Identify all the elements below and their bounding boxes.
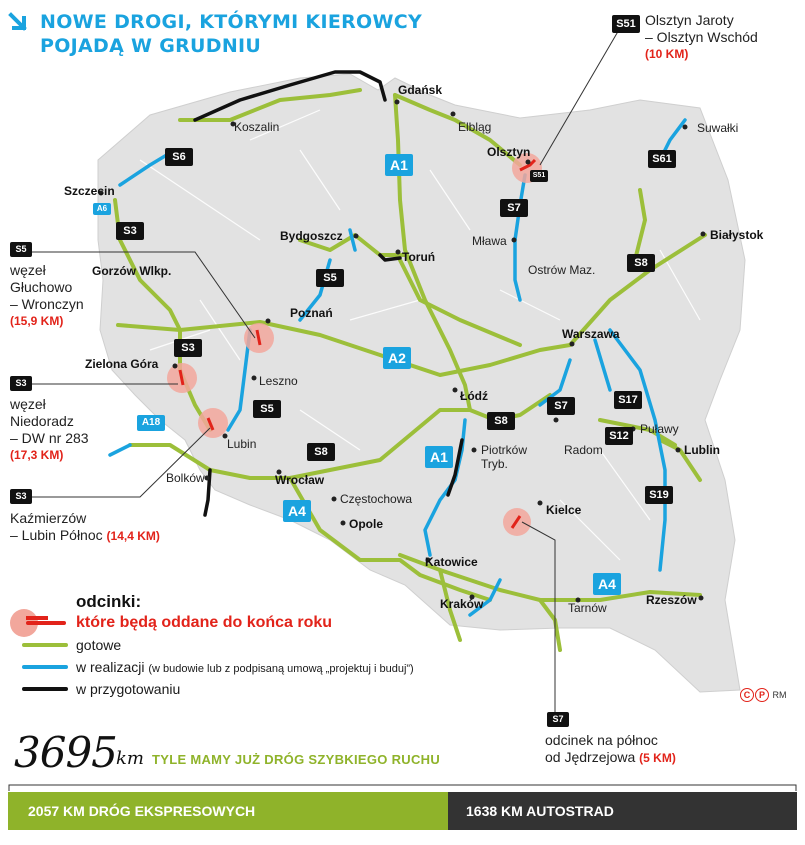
legend-row-in-progress	[8, 656, 508, 678]
callout-s3b-badge: S3	[10, 489, 32, 504]
road-badge-s7-south: S7	[547, 397, 575, 415]
city-pulawy: Puławy	[640, 422, 679, 436]
city-radom: Radom	[564, 443, 603, 457]
callout-s5-line2: Głuchowo	[10, 279, 73, 295]
road-badge-s7-north: S7	[500, 199, 528, 217]
city-bydgoszcz: Bydgoszcz	[280, 229, 343, 243]
legend-line-opening	[26, 621, 66, 625]
road-badge-a1-north: A1	[385, 154, 413, 176]
road-badge-a18: A18	[137, 415, 165, 431]
city-zielona-gora: Zielona Góra	[85, 357, 159, 371]
city-lodz: Łódź	[460, 389, 488, 403]
city-bialystok: Białystok	[710, 228, 764, 242]
road-badge-s17: S17	[614, 391, 642, 409]
title-line-1: NOWE DROGI, KTÓRYMI KIEROWCY	[40, 11, 423, 33]
city-torun: Toruń	[402, 250, 436, 264]
road-badge-s51-small: S51	[530, 170, 548, 182]
legend-title: odcinki:	[76, 592, 142, 611]
legend-planned-text: w przygotowaniu	[76, 681, 181, 697]
road-badge-s61: S61	[648, 150, 676, 168]
road-badge-s8-wroclaw: S8	[307, 443, 335, 461]
road-badge-a1-south: A1	[425, 446, 453, 468]
city-warszawa: Warszawa	[562, 327, 620, 341]
city-mlawa: Mława	[472, 234, 507, 248]
city-ostrow: Ostrów Maz.	[528, 263, 596, 277]
callout-s7-line2: od Jędrzejowa	[545, 749, 636, 765]
city-szczecin: Szczecin	[64, 184, 115, 198]
city-tarnow: Tarnów	[568, 601, 607, 615]
callout-s51-line1: Olsztyn Jaroty	[645, 12, 734, 28]
road-badge-s19: S19	[645, 486, 673, 504]
legend-line-planned	[22, 687, 68, 691]
total-caption: TYLE MAMY JUŻ DRÓG SZYBKIEGO RUCHU	[152, 752, 441, 767]
city-gorzow: Gorzów Wlkp.	[92, 264, 172, 278]
city-opole: Opole	[349, 517, 384, 531]
callout-s3b-km: (14,4 KM)	[106, 529, 160, 543]
city-kielce: Kielce	[546, 503, 582, 517]
city-gdansk: Gdańsk	[398, 83, 443, 97]
city-katowice: Katowice	[425, 555, 478, 569]
callout-s3a-badge: S3	[10, 376, 32, 391]
city-elblag: Elbląg	[458, 120, 492, 134]
callout-s5-badge: S5	[10, 242, 32, 257]
city-wroclaw: Wrocław	[275, 473, 325, 487]
city-suwalki: Suwałki	[697, 121, 739, 135]
legend-row-opening	[8, 612, 508, 634]
callout-s3a-line2: Niedoradz	[10, 413, 74, 429]
city-bolkow: Bolków	[166, 471, 205, 485]
road-badge-a2: A2	[383, 347, 411, 369]
city-piotrkow: Piotrków Tryb.	[481, 443, 528, 471]
city-lubin: Lubin	[227, 437, 257, 451]
copyright-p-icon: P	[755, 688, 769, 702]
legend-row-ready	[8, 634, 508, 656]
road-badge-s3-north: S3	[116, 222, 144, 240]
city-koszalin: Koszalin	[234, 120, 280, 134]
city-czestochowa: Częstochowa	[340, 492, 413, 506]
callout-s5-line1: węzeł	[10, 262, 46, 278]
copyright-mark	[740, 688, 787, 702]
city-poznan: Poznań	[290, 306, 333, 320]
motorways-bar: 1638 KM AUTOSTRAD	[448, 792, 797, 830]
legend-in-progress-text: w realizacji	[76, 659, 145, 675]
road-badge-s6: S6	[165, 148, 193, 166]
callout-s3b-line2: – Lubin Północ	[10, 527, 103, 543]
city-krakow: Kraków	[440, 597, 484, 611]
road-badge-s5-north: S5	[316, 269, 344, 287]
legend-ready-text: gotowe	[76, 637, 122, 653]
callout-s51-km: (10 KM)	[645, 47, 689, 61]
callout-s7-line1: odcinek na północ	[545, 732, 658, 748]
road-badge-s12: S12	[605, 427, 633, 445]
road-badge-s3-south: S3	[174, 339, 202, 357]
title-line-2: POJADĄ W GRUDNIU	[40, 35, 262, 57]
callout-s7-km: (5 KM)	[639, 751, 676, 765]
road-badge-s8-east: S8	[627, 254, 655, 272]
callout-s3a-line1: węzeł	[10, 396, 46, 412]
callout-s51-badge: S51	[612, 15, 640, 33]
legend-line-in-progress	[22, 665, 68, 669]
totals-scale-line	[8, 783, 797, 792]
city-leszno: Leszno	[259, 374, 298, 388]
road-badge-s8-lodz: S8	[487, 412, 515, 430]
road-badge-a4-west: A4	[283, 500, 311, 522]
expressways-bar: 2057 KM DRÓG EKSPRESOWYCH	[8, 792, 448, 830]
city-olsztyn: Olsztyn	[487, 145, 531, 159]
legend-line-ready	[22, 643, 68, 647]
callout-s3a-km: (17,3 KM)	[10, 448, 64, 462]
legend-in-progress-note: (w budowie lub z podpisaną umową „projektuj i buduj”)	[148, 663, 414, 675]
copyright-author: RM	[772, 690, 787, 700]
road-badge-a6: A6	[93, 203, 111, 215]
city-rzeszow: Rzeszów	[646, 593, 697, 607]
total-km-unit: km	[116, 748, 144, 769]
legend-opening-text: które będą oddane do końca roku	[76, 614, 333, 631]
legend-row-planned	[8, 678, 508, 700]
copyright-c-icon: C	[740, 688, 754, 702]
callout-s3b-line1: Kaźmierzów	[10, 510, 87, 526]
road-badge-s5-south: S5	[253, 400, 281, 418]
city-lublin: Lublin	[684, 443, 720, 457]
opening-marker-s3b	[198, 408, 228, 438]
callout-s5-line3: – Wronczyn	[10, 296, 84, 312]
road-badge-a4-east: A4	[593, 573, 621, 595]
callout-s51-line2: – Olsztyn Wschód	[645, 29, 758, 45]
callout-s5-km: (15,9 KM)	[10, 314, 64, 328]
callout-s3a-line3: – DW nr 283	[10, 430, 89, 446]
callout-s7-badge: S7	[547, 712, 569, 727]
total-km-number: 3695	[14, 728, 117, 777]
